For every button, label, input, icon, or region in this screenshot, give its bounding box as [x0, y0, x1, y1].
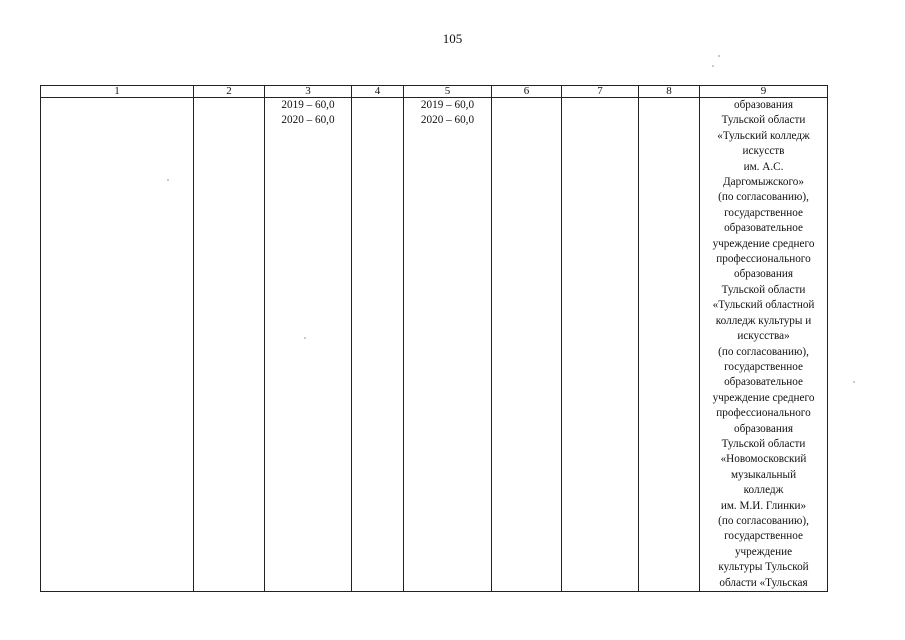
cell-text-line: 2019 – 60,0	[420, 99, 475, 111]
cell-col-3	[265, 98, 352, 592]
scan-speck	[712, 65, 714, 67]
cell-text-line: Даргомыжского»	[723, 176, 804, 189]
cell-text-line: «Новомосковский	[720, 453, 807, 466]
scan-speck	[167, 179, 169, 181]
cell-text-line: образования	[733, 268, 793, 281]
cell-col-5	[404, 98, 492, 592]
cell-text-line: государственное	[724, 360, 803, 373]
header-col-3: 3	[265, 86, 352, 98]
cell-text-line: Тульской области	[721, 437, 806, 450]
cell-text-line: Тульской области	[721, 114, 806, 127]
cell-col-6	[492, 98, 562, 592]
cell-text-line: им. М.И. Глинки»	[720, 499, 807, 512]
cell-text-line: образовательное	[724, 222, 803, 235]
cell-text-line: образования	[733, 99, 793, 111]
cell-text-line: Тульской области	[721, 283, 806, 296]
cell-text-line: культуры Тульской	[718, 561, 809, 574]
document-table	[40, 85, 828, 592]
cell-text-line: колледж культуры и	[715, 314, 812, 327]
header-col-9: 9	[700, 86, 828, 98]
header-col-7: 7	[562, 86, 639, 98]
cell-text-line: образовательное	[724, 376, 803, 389]
header-col-2: 2	[194, 86, 265, 98]
table-row	[41, 98, 828, 592]
cell-text-line: учреждение среднего	[712, 237, 815, 250]
cell-text-line: профессионального	[716, 253, 811, 266]
cell-text-line: «Тульский областной	[712, 299, 815, 312]
cell-text-line: профессионального	[716, 407, 811, 420]
cell-text-line: 2019 – 60,0	[281, 99, 335, 111]
header-col-8: 8	[639, 86, 700, 98]
cell-col-9	[700, 98, 828, 592]
scan-speck	[304, 337, 306, 339]
cell-text-line: музыкальный	[730, 468, 797, 481]
cell-text-line: (по согласованию),	[718, 191, 809, 204]
cell-col-2	[194, 98, 265, 592]
cell-text-line: колледж	[743, 484, 784, 497]
cell-text-line: «Тульский колледж	[717, 129, 810, 142]
cell-col-1	[41, 98, 194, 592]
cell-col-8	[639, 98, 700, 592]
cell-text-line: образования	[733, 422, 793, 435]
cell-text-line: области «Тульская	[719, 576, 808, 589]
cell-text-line: (по согласованию),	[718, 514, 809, 527]
cell-text-line: искусств	[742, 145, 785, 158]
header-col-1: 1	[41, 86, 194, 98]
cell-text-line: 2020 – 60,0	[281, 114, 335, 127]
header-col-4: 4	[352, 86, 404, 98]
scan-speck	[853, 381, 855, 383]
cell-text-line: им. А.С.	[743, 160, 784, 173]
cell-text-line: государственное	[724, 530, 803, 543]
header-row	[41, 86, 828, 98]
cell-text-line: учреждение среднего	[712, 391, 815, 404]
page-number: 105	[442, 31, 463, 46]
header-col-5: 5	[404, 86, 492, 98]
header-col-6: 6	[492, 86, 562, 98]
cell-text-line: искусства»	[737, 330, 790, 343]
cell-text-line: учреждение	[734, 545, 793, 558]
cell-text-line: 2020 – 60,0	[420, 114, 475, 127]
cell-col-4	[352, 98, 404, 592]
cell-col-7	[562, 98, 639, 592]
cell-text-line: государственное	[724, 206, 803, 219]
cell-text-line: (по согласованию),	[718, 345, 809, 358]
scan-speck	[718, 55, 720, 57]
